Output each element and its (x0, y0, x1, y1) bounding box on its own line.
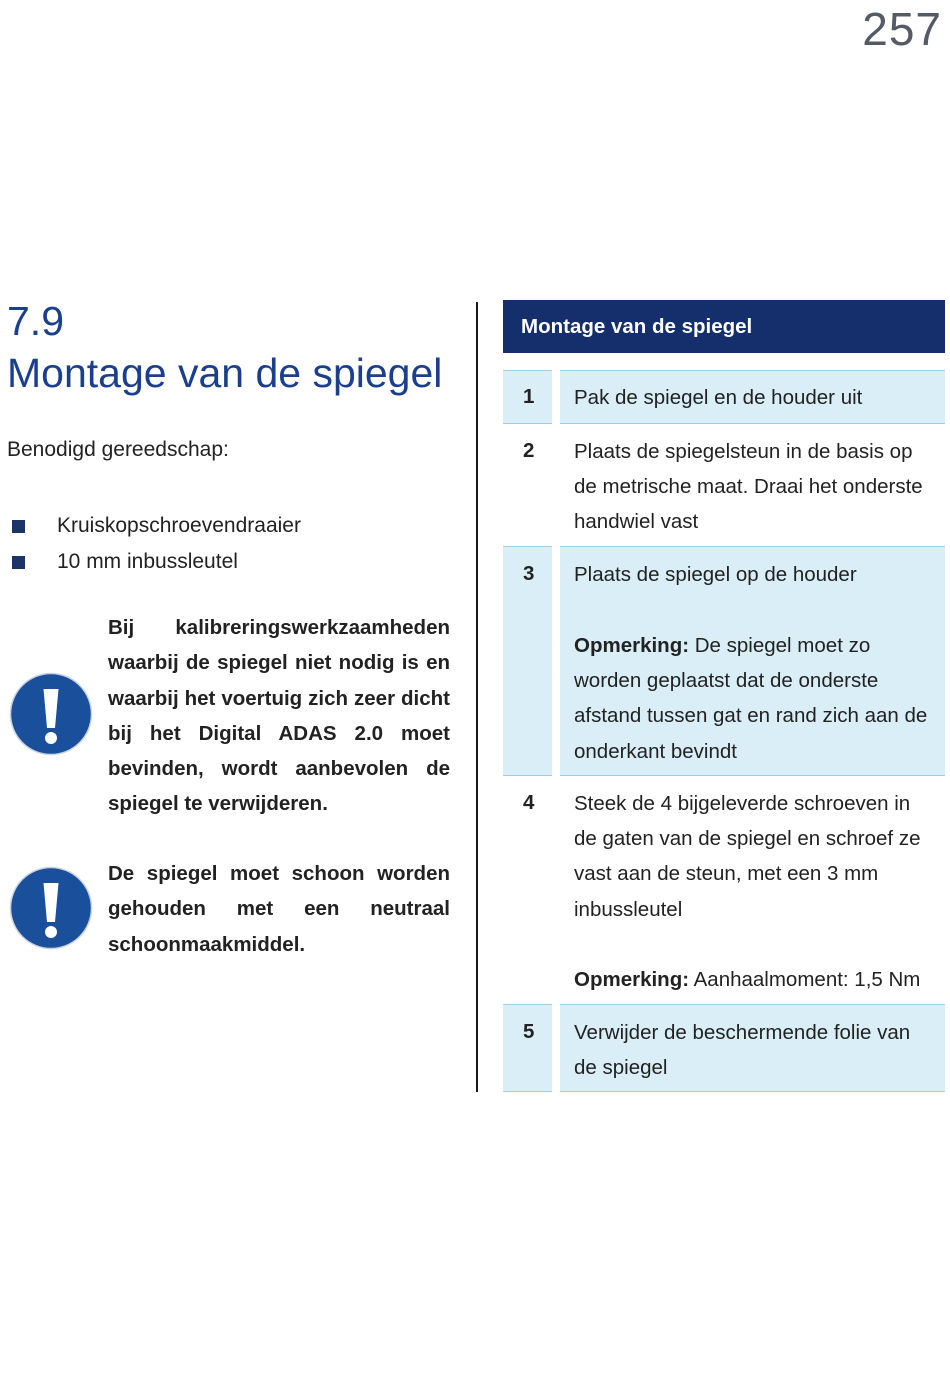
step-text-cell (560, 423, 945, 546)
tools-label: Benodigd gereedschap: (7, 438, 229, 461)
note-label: Opmerking: (574, 968, 690, 991)
section-title: Montage van de spiegel (7, 350, 443, 396)
table-row (503, 423, 945, 546)
tool-item-label: Kruiskopschroevendraaier (57, 514, 301, 537)
tool-item-label: 10 mm inbussleutel (57, 550, 238, 573)
page-number: 257 (862, 3, 942, 55)
list-item (12, 544, 301, 580)
tool-list (12, 508, 301, 580)
step-text-cell (560, 370, 945, 423)
step-number-cell (503, 423, 552, 546)
step-text-cell (560, 1004, 945, 1092)
step-text: Steek de 4 bijgeleverde schroeven in de gaten van de spiegel en schroef ze vast aan de steun, met een 3 mm inbussleutel (574, 792, 921, 921)
square-bullet-icon (12, 520, 25, 533)
column-divider (476, 302, 478, 1092)
step-number: 5 (523, 1020, 535, 1043)
step-text: Verwijder de beschermende folie van de spiegel (574, 1021, 911, 1080)
warning-calibration (8, 608, 450, 820)
step-number-cell (503, 546, 552, 775)
step-text: Plaats de spiegelsteun in de basis op de metrische maat. Draai het onderste handwiel vast (574, 440, 923, 534)
table-header: Montage van de spiegel (503, 300, 945, 353)
step-text: Plaats de spiegel op de houder (574, 563, 857, 586)
step-number-cell (503, 1004, 552, 1092)
note-text: Aanhaalmoment: 1,5 Nm (693, 968, 921, 991)
step-text: Pak de spiegel en de houder uit (574, 386, 863, 409)
step-number: 4 (523, 791, 535, 814)
warning-text: Bij kalibreringswerkzaamheden waarbij de spiegel niet nodig is en waarbij het voertuig zich zeer dicht bij het Digital ADAS 2.0 moet bevinden, wordt aanbevolen de spiegel te verwijderen. (108, 616, 450, 816)
step-number-cell (503, 370, 552, 423)
table-row (503, 370, 945, 423)
note-label: Opmerking: (574, 634, 690, 657)
step-text-cell (560, 775, 945, 1004)
step-number: 2 (523, 439, 535, 462)
step-number: 1 (523, 385, 535, 408)
step-number-cell (503, 775, 552, 1004)
exclamation-icon (8, 671, 94, 757)
table-row (503, 546, 945, 775)
table-row (503, 775, 945, 1004)
step-number: 3 (523, 562, 535, 585)
step-text-cell (560, 546, 945, 775)
table-row (503, 1004, 945, 1092)
step-note (574, 628, 937, 769)
note-text: De spiegel moet zo worden geplaatst dat de onderste afstand tussen gat en rand zich aan de onderkant bevindt (574, 634, 928, 763)
warning-cleaning (8, 855, 450, 965)
square-bullet-icon (12, 556, 25, 569)
step-note (574, 962, 937, 997)
exclamation-icon (8, 865, 94, 951)
section-number: 7.9 (7, 298, 64, 344)
warning-text: De spiegel moet schoon worden gehouden met een neutraal schoonmaakmiddel. (108, 862, 450, 956)
list-item (12, 508, 301, 544)
